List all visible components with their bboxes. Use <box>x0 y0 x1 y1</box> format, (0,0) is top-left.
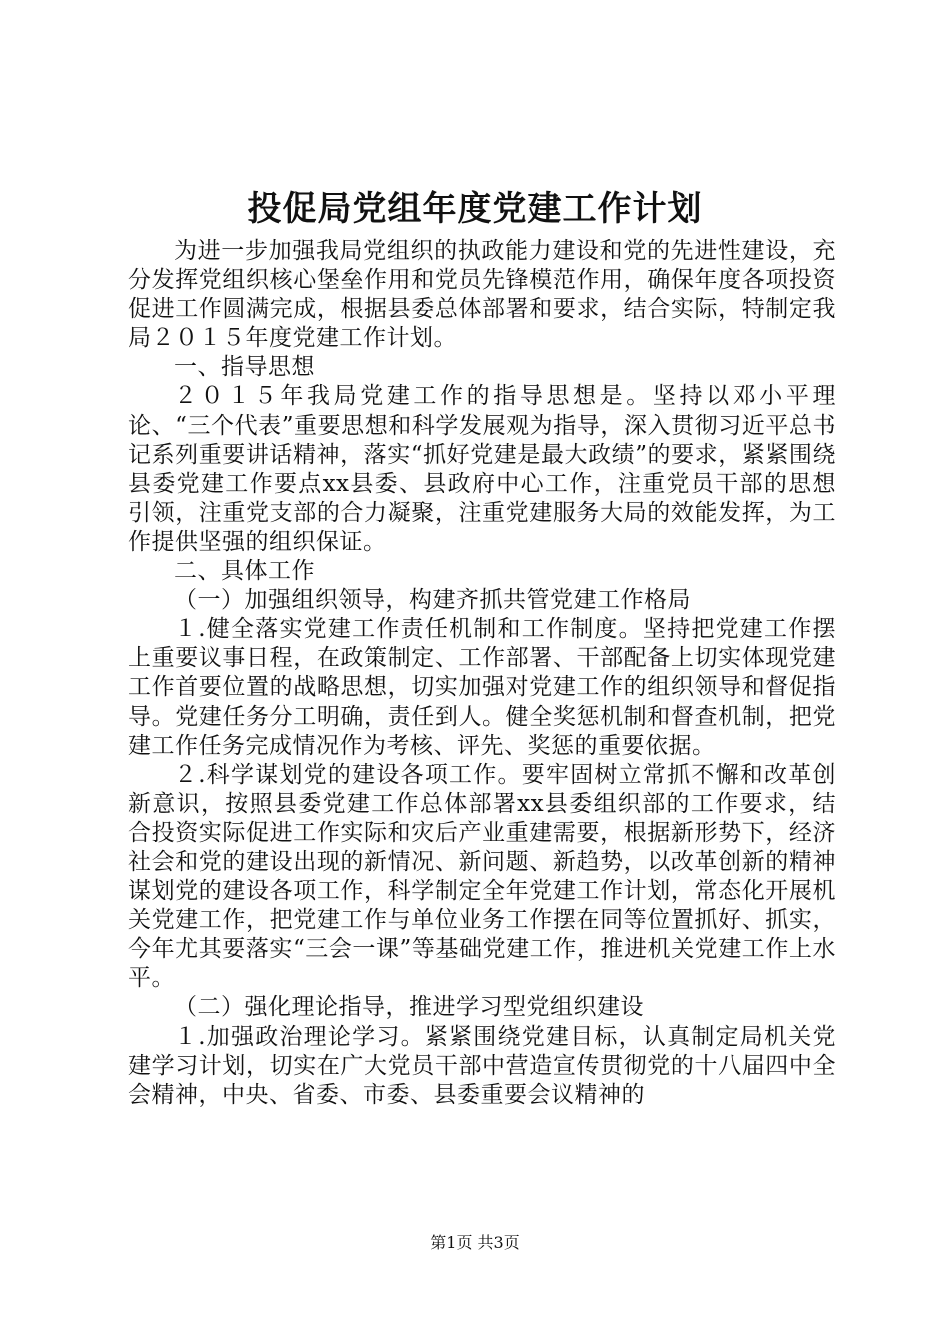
subsection-heading-theory: （二）强化理论指导，推进学习型党组织建设 <box>174 994 644 1021</box>
section-heading-specific-work: 二、具体工作 <box>174 558 315 585</box>
paragraph-guiding-thought: ２０１５年我局党建工作的指导思想是。坚持以邓小平理论、“三个代表”重要思想和科学发展观为指导，深入贯彻习近平总书记系列重要讲话精神，落实“抓好党建是最大政绩”的要求，紧紧围绕县委党建工作要点xx县委、县政府中心工作，注重党员干部的思想引领，注重党支部的合力凝聚，注重党建服务大局的效能发挥，为工作提供坚强的组织保证。 <box>128 383 836 555</box>
paragraph-theory-item-1: １.加强政治理论学习。紧紧围绕党建目标，认真制定局机关党建学习计划，切实在广大党员干部中营造宣传贯彻党的十八届四中全会精神，中央、省委、市委、县委重要会议精神的 <box>128 1023 836 1108</box>
section-heading-guiding-thought: 一、指导思想 <box>174 354 315 381</box>
document-body <box>128 237 836 1110</box>
page-footer: 第1页 共3页 <box>430 1233 520 1252</box>
paragraph-intro: 为进一步加强我局党组织的执政能力建设和党的先进性建设，充分发挥党组织核心堡垒作用和党员先锋模范作用，确保年度各项投资促进工作圆满完成，根据县委总体部署和要求，结合实际，特制定我局２０１５年度党建工作计划。 <box>128 238 836 352</box>
paragraph-item-2: ２.科学谋划党的建设各项工作。要牢固树立常抓不懈和改革创新意识，按照县委党建工作总体部署xx县委组织部的工作要求，结合投资实际促进工作实际和灾后产业重建需要，根据新形势下，经济社会和党的建设出现的新情况、新问题、新趋势，以改革创新的精神谋划党的建设各项工作，科学制定全年党建工作计划，常态化开展机关党建工作，把党建工作与单位业务工作摆在同等位置抓好、抓实，今年尤其要落实“三会一课”等基础党建工作，推进机关党建工作上水平。 <box>128 761 836 992</box>
subsection-heading-organization: （一）加强组织领导，构建齐抓共管党建工作格局 <box>174 587 691 614</box>
paragraph-item-1: １.健全落实党建工作责任机制和工作制度。坚持把党建工作摆上重要议事日程，在政策制定、工作部署、干部配备上切实体现党建工作首要位置的战略思想，切实加强对党建工作的组织领导和督促指导。党建任务分工明确，责任到人。健全奖惩机制和督查机制，把党建工作任务完成情况作为考核、评先、奖惩的重要依据。 <box>128 616 836 759</box>
document-title: 投促局党组年度党建工作计划 <box>247 189 703 229</box>
